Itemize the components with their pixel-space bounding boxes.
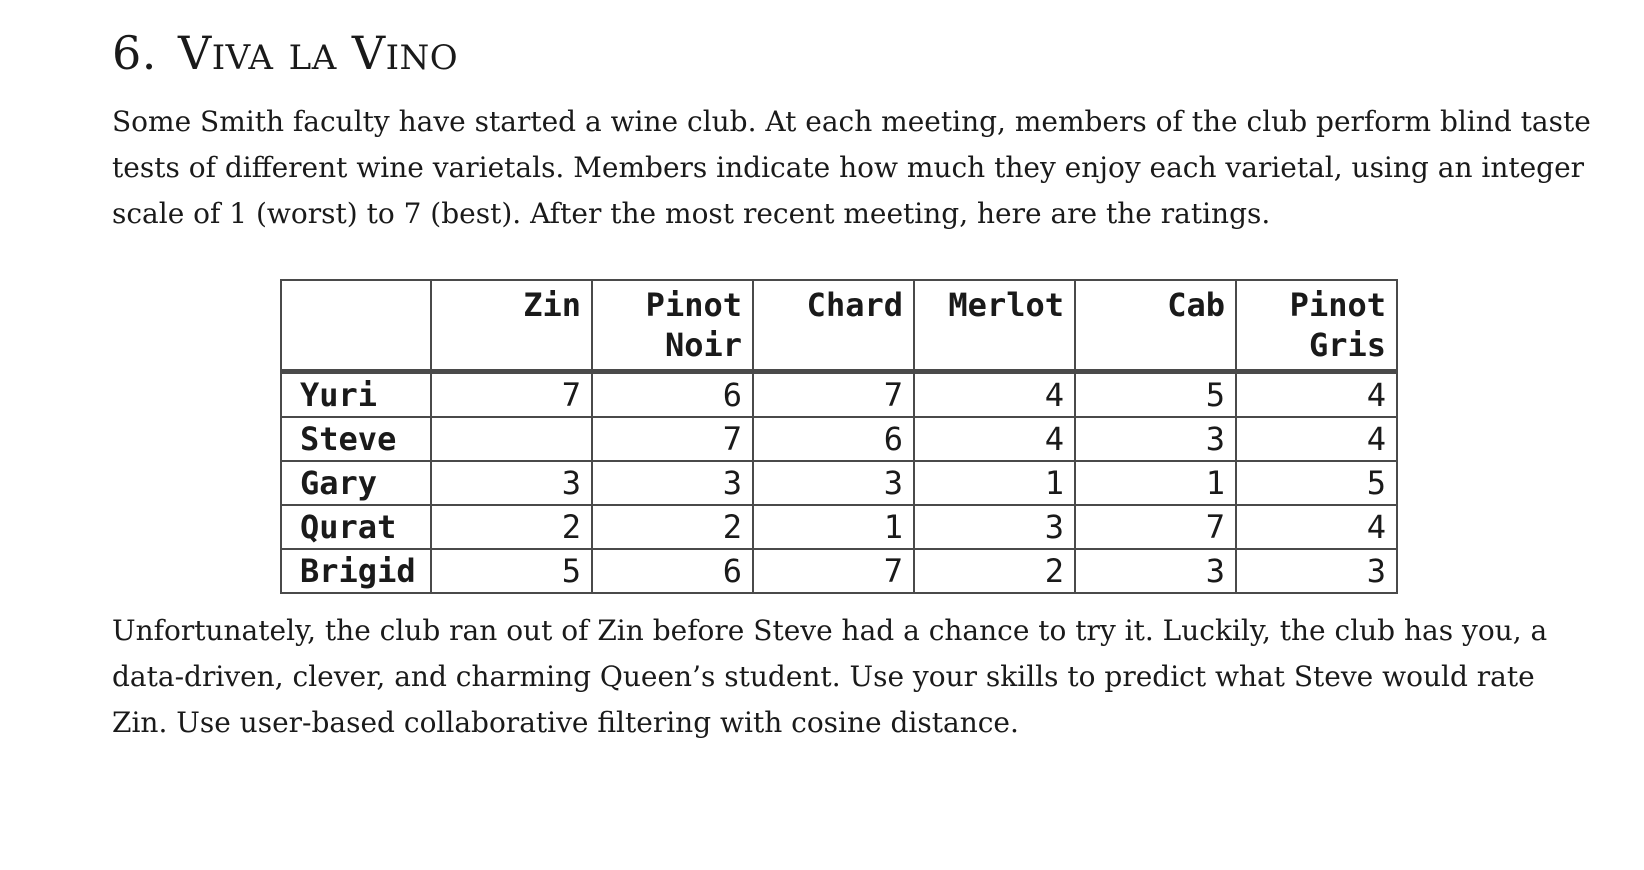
outro-paragraph: Unfortunately, the club ran out of Zin before Steve had a chance to try it. Luckily, the club has you, a data-driven, clever, and charming Queen’s student. Use your skills to predict what Steve would rate Zin. Use user-based collaborative filtering with cosine distance. xyxy=(112,614,1548,739)
table-cell: 2 xyxy=(914,549,1075,593)
table-cell: 6 xyxy=(753,417,914,461)
column-header-merlot: Merlot xyxy=(914,280,1075,372)
ratings-table xyxy=(280,279,1398,594)
table-cell: 3 xyxy=(1075,549,1236,593)
table-cell: 3 xyxy=(431,461,592,505)
row-name-yuri: Yuri xyxy=(281,372,431,418)
table-cell: 2 xyxy=(431,505,592,549)
table-cell: 6 xyxy=(592,549,753,593)
table-row xyxy=(281,461,1397,505)
heading-word-1: VIVA xyxy=(178,26,274,80)
section-heading xyxy=(112,22,1592,89)
table-cell xyxy=(431,417,592,461)
table-cell: 7 xyxy=(592,417,753,461)
table-cell: 5 xyxy=(431,549,592,593)
table-row xyxy=(281,417,1397,461)
table-cell: 4 xyxy=(914,417,1075,461)
table-row xyxy=(281,549,1397,593)
column-header-pinot-gris: Pinot Gris xyxy=(1236,280,1397,372)
table-cell: 4 xyxy=(914,372,1075,418)
table-row xyxy=(281,505,1397,549)
heading-word-3: VINO xyxy=(351,26,459,80)
column-header-chard: Chard xyxy=(753,280,914,372)
table-cell: 1 xyxy=(753,505,914,549)
table-cell: 2 xyxy=(592,505,753,549)
table-cell: 7 xyxy=(753,372,914,418)
column-header-cab: Cab xyxy=(1075,280,1236,372)
row-name-steve: Steve xyxy=(281,417,431,461)
intro-paragraph: Some Smith faculty have started a wine club. At each meeting, members of the club perform blind taste tests of different wine varietals. Members indicate how much they enjoy each varietal, using an integer scale of 1 (worst) to 7 (best). After the most recent meeting, here are the ratings. xyxy=(112,105,1591,230)
table-cell: 3 xyxy=(914,505,1075,549)
table-cell: 5 xyxy=(1075,372,1236,418)
table-cell: 3 xyxy=(753,461,914,505)
document-page xyxy=(112,22,1592,746)
table-cell: 3 xyxy=(1236,549,1397,593)
table-cell: 6 xyxy=(592,372,753,418)
table-cell: 4 xyxy=(1236,505,1397,549)
table-cell: 3 xyxy=(1075,417,1236,461)
table-corner-cell xyxy=(281,280,431,372)
row-name-qurat: Qurat xyxy=(281,505,431,549)
table-cell: 4 xyxy=(1236,417,1397,461)
table-cell: 4 xyxy=(1236,372,1397,418)
table-cell: 7 xyxy=(431,372,592,418)
row-name-brigid: Brigid xyxy=(281,549,431,593)
table-cell: 1 xyxy=(1075,461,1236,505)
column-header-pinot-noir: Pinot Noir xyxy=(592,280,753,372)
row-name-gary: Gary xyxy=(281,461,431,505)
table-row xyxy=(281,372,1397,418)
table-cell: 7 xyxy=(753,549,914,593)
column-header-zin: Zin xyxy=(431,280,592,372)
table-cell: 7 xyxy=(1075,505,1236,549)
table-header-row xyxy=(281,280,1397,372)
table-cell: 1 xyxy=(914,461,1075,505)
table-cell: 5 xyxy=(1236,461,1397,505)
section-number: 6. xyxy=(112,26,157,80)
table-cell: 3 xyxy=(592,461,753,505)
heading-word-2: LA xyxy=(288,38,337,78)
ratings-table-wrapper xyxy=(280,279,1592,594)
